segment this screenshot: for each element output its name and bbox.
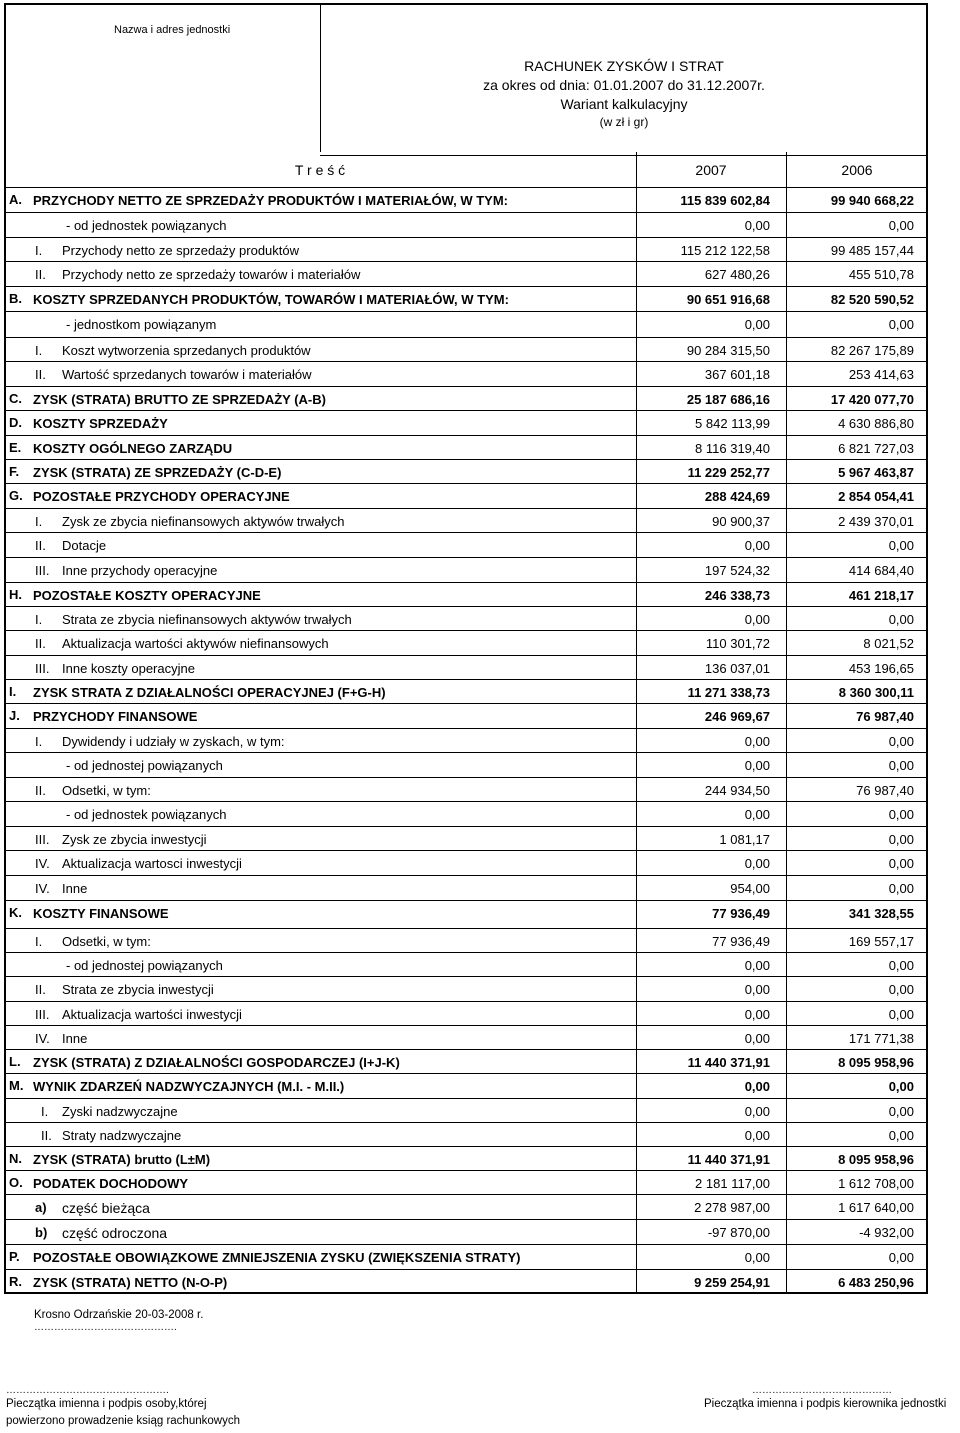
row-label: Aktualizacja wartości aktywów niefinansowych — [62, 636, 329, 651]
row-number: I. — [35, 243, 43, 258]
statement-row — [4, 533, 928, 558]
row-label: ZYSK (STRATA) NETTO (N-O-P) — [33, 1275, 228, 1290]
row-number: III. — [35, 832, 50, 847]
statement-row — [4, 1123, 928, 1147]
row-letter: J. — [9, 708, 20, 723]
row-label: PRZYCHODY NETTO ZE SPRZEDAŻY PRODUKTÓW I MATERIAŁÓW, W TYM: — [33, 193, 508, 208]
row-label: Zysk ze zbycia niefinansowych aktywów trwałych — [62, 514, 345, 529]
value-2006: 0,00 — [888, 758, 914, 773]
value-2006: 8 095 958,96 — [838, 1152, 914, 1167]
row-label: ZYSK (STRATA) brutto (L±M) — [33, 1152, 211, 1167]
statement-row — [4, 753, 928, 778]
row-label: - od jednostej powiązanych — [66, 958, 223, 973]
row-number: I. — [35, 934, 43, 949]
row-label: Aktualizacja wartosci inwestycji — [62, 856, 242, 871]
row-label: - od jednostek powiązanych — [66, 218, 227, 233]
value-2007: 11 440 371,91 — [687, 1055, 770, 1070]
row-label: Inne — [62, 881, 88, 896]
title-box — [320, 3, 928, 156]
statement-row — [4, 436, 928, 460]
company-box — [4, 3, 321, 152]
value-2007: 136 037,01 — [704, 661, 770, 676]
row-label: POZOSTAŁE OBOWIĄZKOWE ZMNIEJSZENIA ZYSKU (ZWIĘKSZENIA STRATY) — [33, 1250, 521, 1265]
statement-row — [4, 607, 928, 631]
value-2006: 0,00 — [888, 856, 914, 871]
value-2006: 0,00 — [888, 1079, 914, 1094]
row-label: część bieżąca — [62, 1200, 150, 1216]
statement-row — [4, 1074, 928, 1099]
value-2007: -97 870,00 — [707, 1225, 770, 1240]
value-2007: 0,00 — [744, 317, 770, 332]
row-label: KOSZTY SPRZEDAŻY — [33, 416, 168, 431]
statement-row — [4, 312, 928, 338]
row-label: Przychody netto ze sprzedaży produktów — [62, 243, 300, 258]
statement-row — [4, 631, 928, 656]
value-2007: 0,00 — [744, 807, 770, 822]
value-2007: 0,00 — [744, 958, 770, 973]
row-number: I. — [41, 1104, 49, 1119]
value-2007: 0,00 — [744, 1031, 770, 1046]
row-number: IV. — [35, 881, 50, 896]
value-2006: 6 821 727,03 — [838, 441, 914, 456]
value-2006: 455 510,78 — [848, 267, 914, 282]
row-letter: I. — [9, 684, 17, 699]
row-label: Inne przychody operacyjne — [62, 563, 218, 578]
value-2006: 0,00 — [888, 538, 914, 553]
value-2006: 0,00 — [888, 218, 914, 233]
value-2006: 76 987,40 — [856, 709, 914, 724]
row-letter: N. — [9, 1151, 22, 1166]
value-2007: 197 524,32 — [704, 563, 770, 578]
value-2007: 5 842 113,99 — [695, 416, 770, 431]
value-2006: 0,00 — [888, 734, 914, 749]
statement-row — [4, 929, 928, 953]
statement-row — [4, 1002, 928, 1026]
value-2007: 0,00 — [744, 218, 770, 233]
row-label: KOSZTY SPRZEDANYCH PRODUKTÓW, TOWARÓW I MATERIAŁÓW, W TYM: — [33, 292, 509, 307]
statement-row — [4, 411, 928, 436]
statement-row — [4, 238, 928, 262]
value-2006: 17 420 077,70 — [830, 392, 914, 407]
statement-row — [4, 1099, 928, 1123]
value-2006: 0,00 — [888, 982, 914, 997]
company-placeholder: Nazwa i adres jednostki — [114, 24, 231, 36]
value-2006: 6 483 250,96 — [838, 1275, 914, 1290]
value-2006: 76 987,40 — [856, 783, 914, 798]
statement-row — [4, 778, 928, 802]
row-number: I. — [35, 612, 43, 627]
statement-row — [4, 262, 928, 287]
value-2006: 0,00 — [888, 1104, 914, 1119]
value-2007: 2 278 987,00 — [694, 1200, 770, 1215]
row-label: Straty nadzwyczajne — [62, 1128, 182, 1143]
statement-row — [4, 827, 928, 851]
year-2006-header: 2006 — [786, 152, 928, 188]
value-2006: 0,00 — [888, 958, 914, 973]
place-date: Krosno Odrzańskie 20-03-2008 r. — [34, 1309, 204, 1321]
value-2007: 90 651 916,68 — [686, 292, 770, 307]
value-2007: 9 259 254,91 — [694, 1275, 770, 1290]
row-letter: O. — [9, 1175, 23, 1190]
value-2007: 0,00 — [744, 1250, 770, 1265]
value-2007: 1 081,17 — [719, 832, 770, 847]
value-2006: 82 520 590,52 — [830, 292, 914, 307]
row-letter: G. — [9, 488, 23, 503]
row-number: IV. — [35, 856, 50, 871]
value-2006: 0,00 — [888, 317, 914, 332]
row-number: b) — [35, 1225, 48, 1240]
value-2007: 115 839 602,84 — [680, 193, 770, 208]
row-label: Aktualizacja wartości inwestycji — [62, 1007, 242, 1022]
value-2006: 82 267 175,89 — [830, 343, 914, 358]
manager-signature-caption: Pieczątka imienna i podpis kierownika jednostki — [704, 1398, 947, 1410]
value-2007: 0,00 — [744, 758, 770, 773]
value-2006: 253 414,63 — [848, 367, 914, 382]
row-letter: D. — [9, 415, 22, 430]
document-title: RACHUNEK ZYSKÓW I STRAT — [524, 58, 724, 74]
value-2006: 2 854 054,41 — [838, 489, 914, 504]
statement-row — [4, 1220, 928, 1245]
row-number: II. — [35, 783, 46, 798]
value-2006: 8 095 958,96 — [838, 1055, 914, 1070]
value-2007: 90 900,37 — [712, 514, 770, 529]
statement-row — [4, 901, 928, 929]
row-label: Inne koszty operacyjne — [62, 661, 195, 676]
value-2007: 90 284 315,50 — [686, 343, 770, 358]
statement-row — [4, 953, 928, 977]
row-label: Przychody netto ze sprzedaży towarów i materiałów — [62, 267, 361, 282]
value-2007: 0,00 — [744, 982, 770, 997]
value-2006: 4 630 886,80 — [838, 416, 914, 431]
value-2006: 0,00 — [888, 612, 914, 627]
content-column-header: T r e ś ć — [4, 152, 636, 188]
row-number: II. — [35, 636, 46, 651]
row-label: ZYSK (STRATA) BRUTTO ZE SPRZEDAŻY (A-B) — [33, 392, 326, 407]
statement-variant: Wariant kalkulacyjny — [560, 96, 688, 112]
row-label: część odroczona — [62, 1225, 168, 1241]
statement-row — [4, 387, 928, 411]
row-letter: C. — [9, 391, 22, 406]
value-2007: 0,00 — [744, 538, 770, 553]
row-letter: L. — [9, 1054, 21, 1069]
statement-row — [4, 680, 928, 704]
statement-row — [4, 1147, 928, 1171]
value-2007: 77 936,49 — [712, 934, 770, 949]
statement-row — [4, 1270, 928, 1292]
row-label: Strata ze zbycia niefinansowych aktywów trwałych — [62, 612, 352, 627]
row-label: POZOSTAŁE KOSZTY OPERACYJNE — [33, 588, 261, 603]
row-number: II. — [35, 267, 46, 282]
statement-row — [4, 460, 928, 484]
statement-row — [4, 213, 928, 238]
statement-row — [4, 656, 928, 680]
row-label: Dotacje — [62, 538, 107, 553]
value-2007: 367 601,18 — [704, 367, 770, 382]
value-2006: 171 771,38 — [848, 1031, 914, 1046]
row-letter: R. — [9, 1274, 22, 1289]
value-2007: 0,00 — [744, 856, 770, 871]
value-2006: 414 684,40 — [848, 563, 914, 578]
value-2007: 627 480,26 — [704, 267, 770, 282]
row-label: Odsetki, w tym: — [62, 783, 151, 798]
accountant-signature-caption-1: Pieczątka imienna i podpis osoby,której — [6, 1398, 207, 1410]
row-number: I. — [35, 343, 43, 358]
row-label: WYNIK ZDARZEŃ NADZWYCZAJNYCH (M.I. - M.II.) — [33, 1079, 345, 1094]
value-2006: 99 940 668,22 — [830, 193, 914, 208]
statement-row — [4, 338, 928, 362]
value-2006: 0,00 — [888, 807, 914, 822]
statement-row — [4, 802, 928, 827]
row-label: Wartość sprzedanych towarów i materiałów — [62, 367, 312, 382]
row-label: PRZYCHODY FINANSOWE — [33, 709, 198, 724]
value-2006: 169 557,17 — [848, 934, 914, 949]
row-letter: A. — [9, 192, 22, 207]
statement-row — [4, 851, 928, 876]
statement-row — [4, 287, 928, 312]
value-2006: 8 360 300,11 — [838, 685, 914, 700]
row-number: II. — [41, 1128, 52, 1143]
row-number: I. — [35, 734, 43, 749]
value-2006: 0,00 — [888, 1007, 914, 1022]
value-2006: 2 439 370,01 — [838, 514, 914, 529]
row-number: IV. — [35, 1031, 50, 1046]
signature-line-manager: …………………………………… — [752, 1385, 892, 1396]
row-label: - od jednostej powiązanych — [66, 758, 223, 773]
value-2007: 2 181 117,00 — [695, 1176, 770, 1191]
statement-row — [4, 509, 928, 533]
row-number: II. — [35, 538, 46, 553]
row-label: ZYSK (STRATA) ZE SPRZEDAŻY (C-D-E) — [33, 465, 282, 480]
row-number: I. — [35, 514, 43, 529]
value-2007: 77 936,49 — [712, 906, 770, 921]
statement-row — [4, 704, 928, 729]
row-label: Inne — [62, 1031, 88, 1046]
row-label: POZOSTAŁE PRZYCHODY OPERACYJNE — [33, 489, 290, 504]
row-label: KOSZTY FINANSOWE — [33, 906, 169, 921]
row-label: Dywidendy i udziały w zyskach, w tym: — [62, 734, 285, 749]
value-2007: 288 424,69 — [704, 489, 770, 504]
value-2007: 8 116 319,40 — [695, 441, 770, 456]
row-letter: K. — [9, 905, 22, 920]
row-label: Zyski nadzwyczajne — [62, 1104, 178, 1119]
row-number: III. — [35, 1007, 50, 1022]
value-2006: 99 485 157,44 — [830, 243, 914, 258]
value-2007: 11 440 371,91 — [687, 1152, 770, 1167]
row-label: KOSZTY OGÓLNEGO ZARZĄDU — [33, 441, 233, 456]
value-2006: 1 617 640,00 — [838, 1200, 914, 1215]
row-number: III. — [35, 661, 50, 676]
row-letter: P. — [9, 1249, 20, 1264]
value-2007: 25 187 686,16 — [686, 392, 770, 407]
place-date-dots: ……………………………………. — [34, 1322, 177, 1333]
value-2006: 0,00 — [888, 1250, 914, 1265]
statement-row — [4, 977, 928, 1002]
row-label: ZYSK (STRATA) Z DZIAŁALNOŚCI GOSPODARCZEJ (I+J-K) — [33, 1055, 400, 1070]
row-label: Odsetki, w tym: — [62, 934, 151, 949]
row-label: Strata ze zbycia inwestycji — [62, 982, 214, 997]
row-label: ZYSK STRATA Z DZIAŁALNOŚCI OPERACYJNEJ (F+G-H) — [33, 685, 386, 700]
value-2007: 0,00 — [744, 1104, 770, 1119]
row-label: Zysk ze zbycia inwestycji — [62, 832, 207, 847]
value-2007: 0,00 — [744, 612, 770, 627]
value-2007: 246 338,73 — [704, 588, 770, 603]
row-number: II. — [35, 367, 46, 382]
row-letter: F. — [9, 464, 20, 479]
statement-row — [4, 188, 928, 213]
accountant-signature-caption-2: powierzono prowadzenie ksiąg rachunkowych — [6, 1415, 240, 1427]
reporting-period: za okres od dnia: 01.01.2007 do 31.12.2007r. — [483, 77, 765, 93]
statement-row — [4, 583, 928, 607]
statement-row — [4, 1026, 928, 1050]
year-2007-header: 2007 — [636, 152, 786, 188]
statement-row — [4, 558, 928, 583]
signature-line-accountant: …………………………………………. — [6, 1385, 169, 1396]
row-number: III. — [35, 563, 50, 578]
value-2006: 1 612 708,00 — [838, 1176, 914, 1191]
value-2006: 0,00 — [888, 881, 914, 896]
value-2006: 0,00 — [888, 832, 914, 847]
statement-row — [4, 484, 928, 509]
row-letter: H. — [9, 587, 22, 602]
row-label: Koszt wytworzenia sprzedanych produktów — [62, 343, 311, 358]
value-2007: 0,00 — [744, 1007, 770, 1022]
statement-row — [4, 1245, 928, 1270]
statement-row — [4, 362, 928, 387]
statement-row — [4, 1195, 928, 1220]
value-2006: 0,00 — [888, 1128, 914, 1143]
statement-row — [4, 729, 928, 753]
value-2007: 0,00 — [744, 1079, 770, 1094]
statement-row — [4, 1171, 928, 1195]
value-2007: 11 229 252,77 — [687, 465, 770, 480]
value-2006: -4 932,00 — [859, 1225, 914, 1240]
value-2007: 246 969,67 — [704, 709, 770, 724]
value-2007: 0,00 — [744, 1128, 770, 1143]
currency-unit: (w zł i gr) — [599, 115, 649, 129]
value-2007: 115 212 122,58 — [680, 243, 770, 258]
row-letter: E. — [9, 440, 22, 455]
value-2007: 954,00 — [730, 881, 770, 896]
value-2006: 461 218,17 — [848, 588, 914, 603]
value-2006: 8 021,52 — [863, 636, 914, 651]
value-2006: 453 196,65 — [848, 661, 914, 676]
row-label: - od jednostek powiązanych — [66, 807, 227, 822]
row-number: II. — [35, 982, 46, 997]
statement-row — [4, 876, 928, 901]
value-2006: 341 328,55 — [848, 906, 914, 921]
value-2007: 11 271 338,73 — [687, 685, 770, 700]
row-letter: M. — [9, 1078, 24, 1093]
row-number: a) — [35, 1200, 47, 1215]
statement-row — [4, 1050, 928, 1074]
value-2007: 110 301,72 — [705, 636, 770, 651]
value-2006: 5 967 463,87 — [838, 465, 914, 480]
value-2007: 244 934,50 — [704, 783, 770, 798]
value-2007: 0,00 — [744, 734, 770, 749]
row-letter: B. — [9, 291, 22, 306]
row-label: - jednostkom powiązanym — [66, 317, 217, 332]
row-label: PODATEK DOCHODOWY — [33, 1176, 189, 1191]
